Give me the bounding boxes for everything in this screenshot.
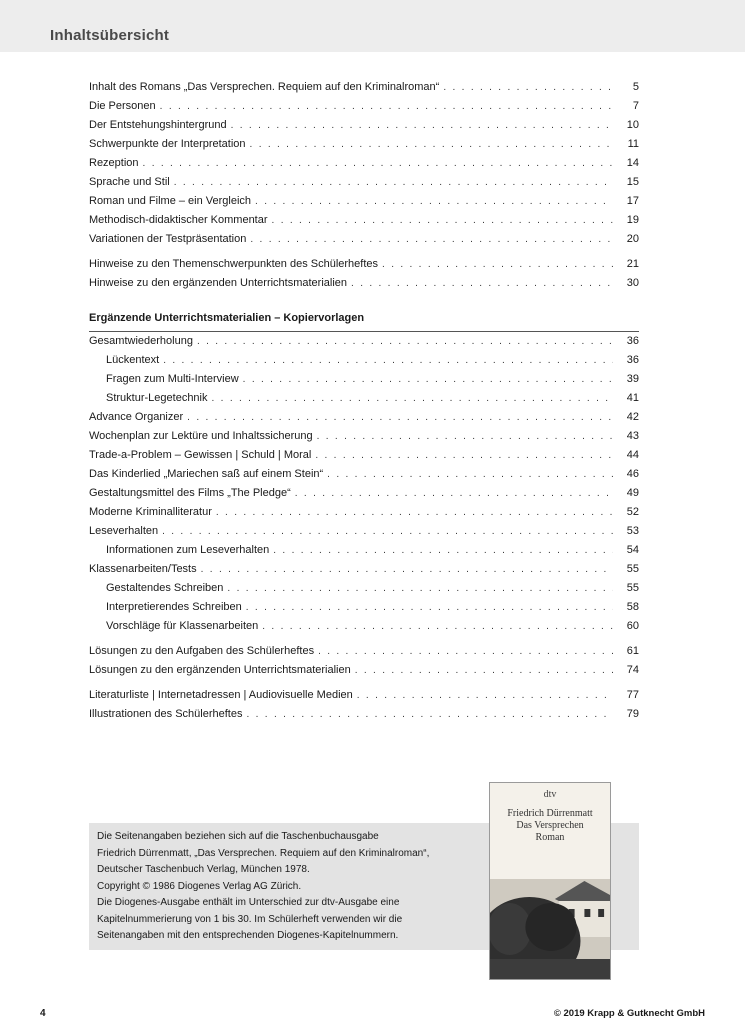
book-cover-illustration: [490, 879, 610, 979]
toc-entry-page: 54: [626, 544, 639, 556]
toc-entry-title: Hinweise zu den ergänzenden Unterrichtsmaterialien: [89, 277, 348, 289]
toc-entry-page: 58: [626, 601, 639, 613]
page-title: Inhaltsübersicht: [50, 27, 170, 44]
toc-group-hints: [89, 255, 639, 293]
note-line: Copyright © 1986 Diogenes Verlag AG Zürich.: [97, 880, 302, 892]
toc-entry-title: Inhalt des Romans „Das Versprechen. Requiem auf den Kriminalroman“: [89, 81, 440, 93]
toc-entry: [89, 579, 639, 598]
toc-entry: [89, 686, 639, 705]
toc-entry-title: Illustrationen des Schülerheftes: [89, 708, 243, 720]
toc-leader-dots: [315, 446, 613, 465]
toc-entry: [89, 541, 639, 560]
toc-entry-page: 30: [626, 277, 639, 289]
toc-entry: [89, 598, 639, 617]
toc-entry-title: Lückentext: [106, 354, 160, 366]
toc-entry-title: Interpretierendes Schreiben: [106, 601, 242, 613]
book-author: Friedrich Dürrenmatt: [507, 808, 593, 819]
toc-leader-dots: [357, 686, 613, 705]
toc-entry: [89, 446, 639, 465]
toc-leader-dots: [162, 522, 613, 541]
toc-entry: [89, 661, 639, 680]
book-publisher: dtv: [543, 789, 557, 800]
toc-entry-title: Advance Organizer: [89, 411, 184, 423]
toc-entry-page: 41: [626, 392, 639, 404]
toc-entry-page: 46: [626, 468, 639, 480]
toc-leader-dots: [212, 389, 614, 408]
toc-entry: [89, 116, 639, 135]
toc-entry-page: 36: [626, 354, 639, 366]
toc-entry: [89, 274, 639, 293]
toc-entry-title: Informationen zum Leseverhalten: [106, 544, 270, 556]
toc-leader-dots: [201, 560, 613, 579]
toc-entry-page: 17: [626, 195, 639, 207]
table-of-contents: [89, 78, 639, 724]
toc-leader-dots: [227, 579, 613, 598]
toc-entry-page: 53: [626, 525, 639, 537]
toc-entry-title: Variationen der Testpräsentation: [89, 233, 247, 245]
toc-entry-page: 11: [627, 138, 639, 150]
toc-leader-dots: [250, 230, 613, 249]
note-line: Deutscher Taschenbuch Verlag, München 1978.: [97, 864, 310, 875]
toc-entry: [89, 642, 639, 661]
toc-entry: [89, 255, 639, 274]
toc-entry-page: 61: [626, 645, 639, 657]
toc-entry: [89, 78, 639, 97]
toc-leader-dots: [143, 154, 613, 173]
toc-entry: [89, 154, 639, 173]
toc-entry-title: Der Entstehungshintergrund: [89, 119, 227, 131]
toc-entry-title: Gesamtwiederholung: [89, 335, 193, 347]
toc-entry-title: Die Personen: [89, 100, 156, 112]
toc-entry-page: 15: [626, 176, 639, 188]
book-cover-image: [489, 782, 611, 980]
toc-entry-title: Klassenarbeiten/Tests: [89, 563, 197, 575]
toc-entry: [89, 617, 639, 636]
toc-leader-dots: [317, 427, 613, 446]
toc-leader-dots: [246, 598, 613, 617]
toc-entry-page: 10: [626, 119, 639, 131]
toc-entry-page: 77: [626, 689, 639, 701]
toc-group-solutions: [89, 642, 639, 680]
toc-group-references: [89, 686, 639, 724]
toc-entry: [89, 230, 639, 249]
toc-entry: [89, 192, 639, 211]
toc-entry-title: Vorschläge für Klassenarbeiten: [106, 620, 259, 632]
page-number: 4: [40, 1008, 46, 1019]
toc-entry-title: Hinweise zu den Themenschwerpunkten des Schülerheftes: [89, 258, 379, 270]
toc-entry-title: Fragen zum Multi-Interview: [106, 373, 239, 385]
toc-entry: [89, 389, 639, 408]
toc-leader-dots: [382, 255, 613, 274]
toc-leader-dots: [273, 541, 613, 560]
toc-entry: [89, 465, 639, 484]
toc-entry: [89, 97, 639, 116]
toc-entry-page: 7: [632, 100, 639, 112]
note-line: Die Diogenes-Ausgabe enthält im Unterschied zur dtv-Ausgabe eine: [97, 897, 400, 908]
toc-entry-page: 44: [626, 449, 639, 461]
toc-entry: [89, 484, 639, 503]
toc-entry-page: 14: [626, 157, 639, 169]
toc-entry-title: Gestaltendes Schreiben: [106, 582, 224, 594]
toc-entry-title: Wochenplan zur Lektüre und Inhaltssicherung: [89, 430, 313, 442]
toc-entry-page: 55: [626, 582, 639, 594]
toc-entry: [89, 560, 639, 579]
toc-entry-title: Literaturliste | Internetadressen | Audiovisuelle Medien: [89, 689, 353, 701]
note-line: Die Seitenangaben beziehen sich auf die Taschenbuchausgabe: [97, 831, 379, 842]
toc-entry-page: 39: [626, 373, 639, 385]
toc-group-main: [89, 78, 639, 249]
toc-entry-page: 74: [626, 664, 639, 676]
toc-leader-dots: [187, 408, 613, 427]
toc-entry-page: 42: [626, 411, 639, 423]
note-line: Kapitelnummerierung von 1 bis 30. Im Schülerheft verwenden wir die: [97, 913, 403, 925]
toc-leader-dots: [318, 642, 613, 661]
toc-entry-title: Sprache und Stil: [89, 176, 170, 188]
toc-entry-title: Roman und Filme – ein Vergleich: [89, 195, 252, 207]
toc-entry-title: Moderne Kriminalliteratur: [89, 506, 212, 518]
toc-entry: [89, 503, 639, 522]
note-line: Friedrich Dürrenmatt, „Das Versprechen. Requiem auf den Kriminalroman“,: [97, 847, 430, 859]
toc-entry: [89, 332, 639, 351]
toc-leader-dots: [327, 465, 613, 484]
toc-leader-dots: [355, 661, 613, 680]
toc-entry-title: Struktur-Legetechnik: [106, 392, 208, 404]
toc-leader-dots: [295, 484, 613, 503]
header-bar: [0, 0, 745, 52]
toc-entry-title: Lösungen zu den Aufgaben des Schülerheftes: [89, 645, 315, 657]
section-heading: Ergänzende Unterrichtsmaterialien – Kopiervorlagen: [89, 312, 365, 324]
toc-entry: [89, 173, 639, 192]
toc-leader-dots: [216, 503, 613, 522]
toc-leader-dots: [255, 192, 613, 211]
toc-leader-dots: [262, 617, 613, 636]
toc-entry-page: 49: [626, 487, 639, 499]
toc-entry-page: 55: [626, 563, 639, 575]
toc-leader-dots: [250, 135, 613, 154]
toc-leader-dots: [243, 370, 613, 389]
toc-entry-title: Rezeption: [89, 157, 139, 169]
toc-leader-dots: [443, 78, 613, 97]
toc-leader-dots: [272, 211, 613, 230]
toc-entry: [89, 370, 639, 389]
toc-entry: [89, 522, 639, 541]
note-line: Seitenangaben mit den entsprechenden Diogenes-Kapitelnummern.: [97, 930, 399, 941]
toc-group-materials: [89, 332, 639, 636]
toc-entry-page: 60: [626, 620, 639, 632]
edition-note-text: [97, 829, 487, 945]
toc-entry-title: Leseverhalten: [89, 525, 159, 537]
toc-entry-page: 19: [626, 214, 639, 226]
toc-entry-page: 36: [626, 335, 639, 347]
toc-entry-title: Das Kinderlied „Mariechen saß auf einem Stein“: [89, 468, 324, 480]
toc-leader-dots: [160, 97, 613, 116]
toc-leader-dots: [351, 274, 613, 293]
toc-leader-dots: [197, 332, 613, 351]
toc-entry-page: 79: [626, 708, 639, 720]
copyright-footer: © 2019 Krapp & Gutknecht GmbH: [553, 1008, 705, 1019]
toc-entry-page: 21: [626, 258, 639, 270]
toc-leader-dots: [231, 116, 613, 135]
toc-entry-page: 52: [626, 506, 639, 518]
toc-entry-page: 43: [626, 430, 639, 442]
toc-entry-page: 20: [626, 233, 639, 245]
toc-entry: [89, 351, 639, 370]
book-subtitle: Roman: [535, 832, 565, 843]
book-title: Das Versprechen: [516, 820, 584, 831]
toc-entry: [89, 135, 639, 154]
toc-entry-title: Schwerpunkte der Interpretation: [89, 138, 246, 150]
toc-entry-title: Lösungen zu den ergänzenden Unterrichtsmaterialien: [89, 664, 351, 676]
toc-entry: [89, 211, 639, 230]
toc-entry-title: Trade-a-Problem – Gewissen | Schuld | Moral: [89, 449, 312, 461]
toc-leader-dots: [174, 173, 613, 192]
toc-entry-title: Methodisch-didaktischer Kommentar: [89, 214, 268, 226]
toc-entry-title: Gestaltungsmittel des Films „The Pledge“: [89, 487, 291, 499]
toc-entry: [89, 408, 639, 427]
toc-leader-dots: [163, 351, 613, 370]
toc-entry: [89, 427, 639, 446]
toc-entry: [89, 705, 639, 724]
toc-entry-page: 5: [632, 81, 639, 93]
toc-leader-dots: [246, 705, 613, 724]
